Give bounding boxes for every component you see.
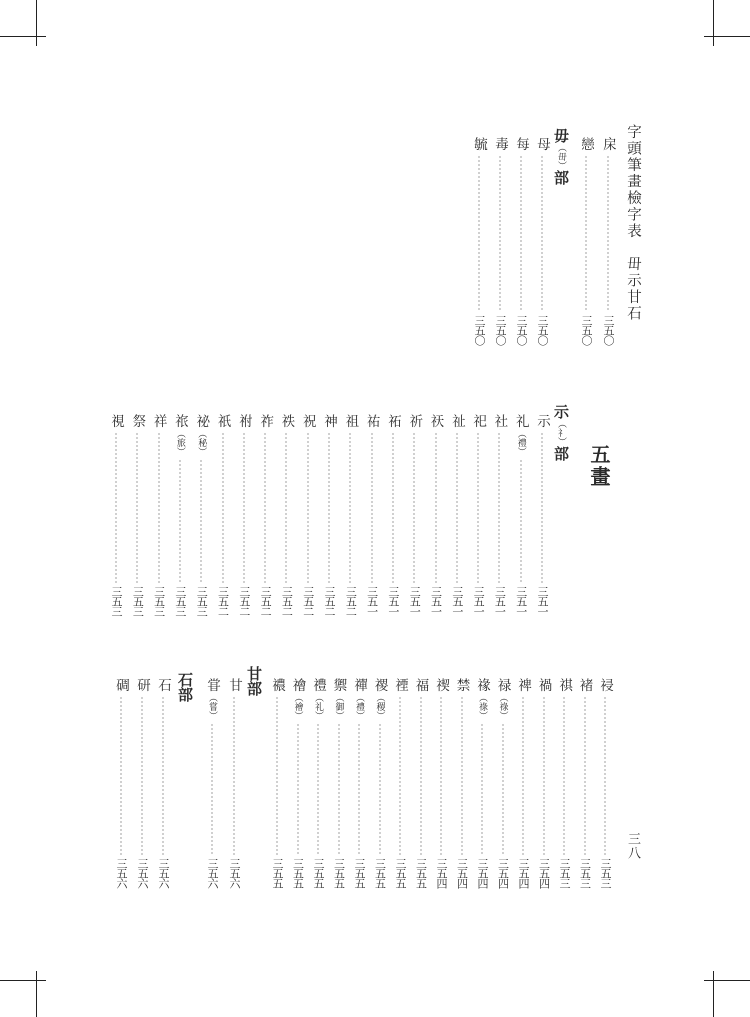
entry-char: 視 xyxy=(108,414,124,428)
leader-dots xyxy=(426,432,446,584)
leader-dots xyxy=(149,432,169,584)
index-entry xyxy=(127,414,147,616)
leader-dots xyxy=(468,432,488,584)
leader-dots xyxy=(383,432,403,584)
entry-page: 三五四 xyxy=(455,858,469,888)
leader-dots xyxy=(106,432,126,584)
leader-dots xyxy=(276,432,296,584)
leader-dots xyxy=(431,696,451,856)
index-entry xyxy=(426,414,446,616)
entry-page: 三五五 xyxy=(271,858,284,888)
entry-page: 三五二 xyxy=(280,586,294,616)
entry-char: 禒 xyxy=(474,678,490,692)
radical-variant: （毌） xyxy=(556,143,566,170)
entry-page: 三五一 xyxy=(365,586,379,616)
entry-page: 三五三 xyxy=(599,858,612,888)
leader-dots xyxy=(447,432,467,584)
entry-char: 祇 xyxy=(214,414,231,428)
entry-page: 三五〇 xyxy=(494,315,507,345)
entry-char: 㦿 xyxy=(600,137,616,151)
leader-dots xyxy=(452,696,472,856)
index-entry xyxy=(575,678,595,888)
entry-char: 祆 xyxy=(427,414,444,428)
entry-page: 三五一 xyxy=(493,586,507,616)
entry-char: 禯 xyxy=(269,678,285,692)
index-entry xyxy=(308,678,328,888)
leader-dots xyxy=(490,155,510,313)
entry-char: 社 xyxy=(491,414,508,428)
index-entry xyxy=(276,414,296,616)
entry-page: 三五二 xyxy=(259,586,273,616)
crop-mark-bottom-right-v xyxy=(713,971,714,1017)
entry-char: 祈 xyxy=(406,414,423,428)
radical-header-wu xyxy=(551,128,572,185)
entry-char: 祭 xyxy=(129,414,146,428)
crop-mark-top-left-h xyxy=(0,36,46,37)
entry-page: 三五四 xyxy=(435,858,448,888)
entry-char: 禝 xyxy=(371,678,388,692)
entry-page: 三五一 xyxy=(408,586,422,616)
entry-char: 石 xyxy=(155,678,171,692)
entry-variant: （礼） xyxy=(313,692,323,720)
leader-dots xyxy=(493,723,513,856)
entry-char: 禦 xyxy=(330,678,347,692)
entry-char: 神 xyxy=(321,414,337,428)
radical-name: 石 xyxy=(176,672,194,687)
index-entry xyxy=(319,414,339,616)
entry-char: 祖 xyxy=(342,414,359,428)
leader-dots xyxy=(127,432,147,584)
entry-page: 三五一 xyxy=(536,586,549,616)
entry-page: 三五三 xyxy=(131,586,145,616)
entry-char: 每 xyxy=(513,137,529,151)
leader-dots xyxy=(234,432,254,584)
radical-suffix: 部 xyxy=(245,681,263,696)
entry-variant: （祿） xyxy=(477,692,487,720)
radical-header-gan xyxy=(244,666,265,696)
index-entry xyxy=(595,678,615,888)
index-entry xyxy=(267,678,287,888)
entry-page: 三五二 xyxy=(216,586,230,616)
index-entry xyxy=(191,414,211,616)
leader-dots xyxy=(132,696,152,856)
entry-page: 三五五 xyxy=(332,858,346,888)
index-entry xyxy=(106,414,126,616)
index-entry xyxy=(370,678,390,888)
entry-page: 三五三 xyxy=(110,586,123,616)
leader-dots xyxy=(153,696,173,856)
entry-page: 三五五 xyxy=(291,858,305,888)
index-entry xyxy=(234,414,254,616)
entry-char: 祐 xyxy=(363,414,380,428)
leader-dots xyxy=(370,723,390,856)
index-entry xyxy=(362,414,382,616)
leader-dots xyxy=(224,696,244,856)
index-entry xyxy=(598,137,618,345)
entry-char: 禮 xyxy=(310,678,326,692)
leader-dots xyxy=(404,432,424,584)
index-entry xyxy=(213,414,233,616)
leader-dots xyxy=(329,723,349,856)
entry-char: 祝 xyxy=(299,414,316,428)
entry-page: 三五一 xyxy=(429,586,443,616)
leader-dots xyxy=(170,459,190,584)
entry-page: 三五五 xyxy=(312,858,325,888)
leader-dots xyxy=(411,696,431,856)
index-entry xyxy=(554,678,574,888)
index-entry xyxy=(468,414,488,616)
crop-mark-top-left-v xyxy=(36,0,37,46)
radical-suffix: 部 xyxy=(552,446,570,461)
entry-page: 三五六 xyxy=(228,858,241,888)
entry-variant: （旅） xyxy=(174,428,185,456)
index-entry xyxy=(511,414,531,616)
crop-mark-bottom-left-h xyxy=(0,980,46,981)
leader-dots xyxy=(308,723,328,856)
entry-char: 母 xyxy=(534,137,550,151)
leader-dots xyxy=(513,696,533,856)
leader-dots xyxy=(390,696,410,856)
entry-page: 三五三 xyxy=(578,858,592,888)
index-entry xyxy=(469,137,489,345)
crop-mark-bottom-left-v xyxy=(36,971,37,1017)
index-entry xyxy=(132,678,152,888)
index-entry xyxy=(298,414,318,616)
leader-dots xyxy=(298,432,318,584)
radical-variant: （礻） xyxy=(556,419,566,446)
index-entry xyxy=(472,678,492,888)
entry-page: 三五五 xyxy=(394,858,407,888)
entry-char: 祔 xyxy=(235,414,252,428)
entry-variant: （稷） xyxy=(374,692,385,720)
index-entry xyxy=(153,678,173,888)
index-entry xyxy=(490,137,510,345)
crop-mark-top-right-h xyxy=(704,36,750,37)
index-entry xyxy=(511,137,531,345)
entry-char: 祑 xyxy=(278,414,295,428)
leader-dots xyxy=(554,696,574,856)
entry-page: 三五一 xyxy=(386,586,400,616)
entry-page: 三五三 xyxy=(152,586,166,616)
entry-char: 毒 xyxy=(492,137,508,151)
entry-char: 祣 xyxy=(171,414,188,428)
leader-dots xyxy=(532,432,552,584)
index-entry xyxy=(111,678,131,888)
entry-page: 三五四 xyxy=(537,858,551,888)
index-entry xyxy=(489,414,509,616)
entry-page: 三五五 xyxy=(373,858,387,888)
entry-page: 三五二 xyxy=(323,586,336,616)
radical-suffix: 部 xyxy=(552,170,570,185)
radical-name: 示 xyxy=(552,404,570,419)
entry-char: 禋 xyxy=(392,678,408,692)
index-entry xyxy=(532,414,552,616)
leader-dots xyxy=(255,432,275,584)
radical-name: 甘 xyxy=(245,666,263,681)
entry-page: 三五〇 xyxy=(602,315,615,345)
entry-char: 祥 xyxy=(150,414,167,428)
entry-page: 三五二 xyxy=(344,586,358,616)
entry-page: 三五六 xyxy=(115,858,128,888)
leader-dots xyxy=(576,155,596,313)
radical-name: 毋 xyxy=(552,128,570,143)
entry-page: 三五六 xyxy=(157,858,170,888)
entry-char: 甞 xyxy=(204,678,220,692)
index-entry xyxy=(340,414,360,616)
entry-char: 祕 xyxy=(193,414,210,428)
entry-char: 禆 xyxy=(515,678,531,692)
entry-page: 三五〇 xyxy=(473,315,486,345)
leader-dots xyxy=(469,155,489,313)
entry-char: 禍 xyxy=(535,678,552,692)
index-entry xyxy=(532,137,552,345)
entry-page: 三五〇 xyxy=(515,315,528,345)
entry-char: 祉 xyxy=(448,414,465,428)
entry-page: 三五二 xyxy=(301,586,315,616)
leader-dots xyxy=(511,155,531,313)
index-entry xyxy=(149,414,169,616)
entry-char: 禊 xyxy=(433,678,449,692)
index-entry xyxy=(383,414,403,616)
page-number: 三八 xyxy=(625,832,640,860)
entry-char: 福 xyxy=(412,678,429,692)
entry-char: 礼 xyxy=(512,414,529,428)
entry-char: 禪 xyxy=(351,678,367,692)
entry-char: 禬 xyxy=(289,678,306,692)
entry-page: 三五六 xyxy=(136,858,149,888)
entry-variant: （襘） xyxy=(292,692,303,720)
entry-char: 祚 xyxy=(257,414,274,428)
entry-page: 三五四 xyxy=(517,858,530,888)
index-entry xyxy=(493,678,513,888)
entry-char: 祲 xyxy=(597,678,613,692)
entry-char: 戀 xyxy=(578,137,594,151)
entry-variant: （禮） xyxy=(354,692,364,720)
index-entry xyxy=(452,678,472,888)
entry-char: 褚 xyxy=(576,678,593,692)
index-entry xyxy=(513,678,533,888)
index-entry xyxy=(202,678,222,888)
leader-dots xyxy=(111,696,131,856)
entry-char: 祏 xyxy=(384,414,401,428)
leader-dots xyxy=(349,723,369,856)
entry-page: 三五三 xyxy=(173,586,187,616)
entry-page: 三五三 xyxy=(558,858,571,888)
entry-variant: （禮） xyxy=(515,428,526,456)
leader-dots xyxy=(575,696,595,856)
entry-char: 碉 xyxy=(113,678,129,692)
index-entry xyxy=(534,678,554,888)
entry-page: 三五五 xyxy=(414,858,428,888)
leader-dots xyxy=(213,432,233,584)
leader-dots xyxy=(472,723,492,856)
entry-page: 三五四 xyxy=(476,858,489,888)
leader-dots xyxy=(288,723,308,856)
index-entry xyxy=(329,678,349,888)
entry-page: 三五五 xyxy=(353,858,366,888)
index-entry xyxy=(431,678,451,888)
index-entry xyxy=(255,414,275,616)
entry-page: 三五〇 xyxy=(580,315,593,345)
entry-char: 示 xyxy=(534,414,550,428)
index-entry xyxy=(288,678,308,888)
radical-suffix: 部 xyxy=(176,687,194,702)
index-entry xyxy=(576,137,596,345)
entry-page: 三五一 xyxy=(472,586,486,616)
index-entry xyxy=(170,414,190,616)
leader-dots xyxy=(191,459,211,584)
running-header: 字頭筆畫檢字表 毌示甘石 xyxy=(625,124,641,322)
index-entry xyxy=(390,678,410,888)
entry-char: 毓 xyxy=(471,137,487,151)
entry-variant: （御） xyxy=(333,692,344,720)
leader-dots xyxy=(267,696,287,856)
entry-variant: （祿） xyxy=(497,692,508,720)
entry-page: 三五四 xyxy=(496,858,510,888)
entry-char: 祀 xyxy=(470,414,487,428)
leader-dots xyxy=(202,723,222,856)
leader-dots xyxy=(595,696,615,856)
entry-char: 禁 xyxy=(453,678,470,692)
entry-page: 三五二 xyxy=(237,586,251,616)
radical-header-shi xyxy=(551,404,572,461)
index-entry xyxy=(349,678,369,888)
radical-header-shi-stone xyxy=(175,672,196,702)
leader-dots xyxy=(362,432,382,584)
entry-char: 研 xyxy=(134,678,150,692)
index-entry xyxy=(224,678,244,888)
crop-mark-top-right-v xyxy=(713,0,714,46)
index-entry xyxy=(411,678,431,888)
leader-dots xyxy=(489,432,509,584)
entry-page: 三五〇 xyxy=(536,315,549,345)
leader-dots xyxy=(534,696,554,856)
leader-dots xyxy=(598,155,618,313)
entry-page: 三五一 xyxy=(514,586,528,616)
entry-char: 禄 xyxy=(494,678,511,692)
entry-page: 三五三 xyxy=(195,586,209,616)
leader-dots xyxy=(532,155,552,313)
stroke-section-heading: 五畫 xyxy=(587,444,611,488)
leader-dots xyxy=(319,432,339,584)
crop-mark-bottom-right-h xyxy=(704,980,750,981)
entry-char: 祺 xyxy=(556,678,572,692)
entry-page: 三五一 xyxy=(450,586,464,616)
index-entry xyxy=(447,414,467,616)
entry-variant: （秘） xyxy=(196,428,207,456)
index-entry xyxy=(404,414,424,616)
leader-dots xyxy=(340,432,360,584)
entry-char: 甘 xyxy=(226,678,242,692)
entry-variant: （嘗） xyxy=(207,692,217,720)
entry-page: 三五六 xyxy=(206,858,219,888)
leader-dots xyxy=(511,459,531,584)
